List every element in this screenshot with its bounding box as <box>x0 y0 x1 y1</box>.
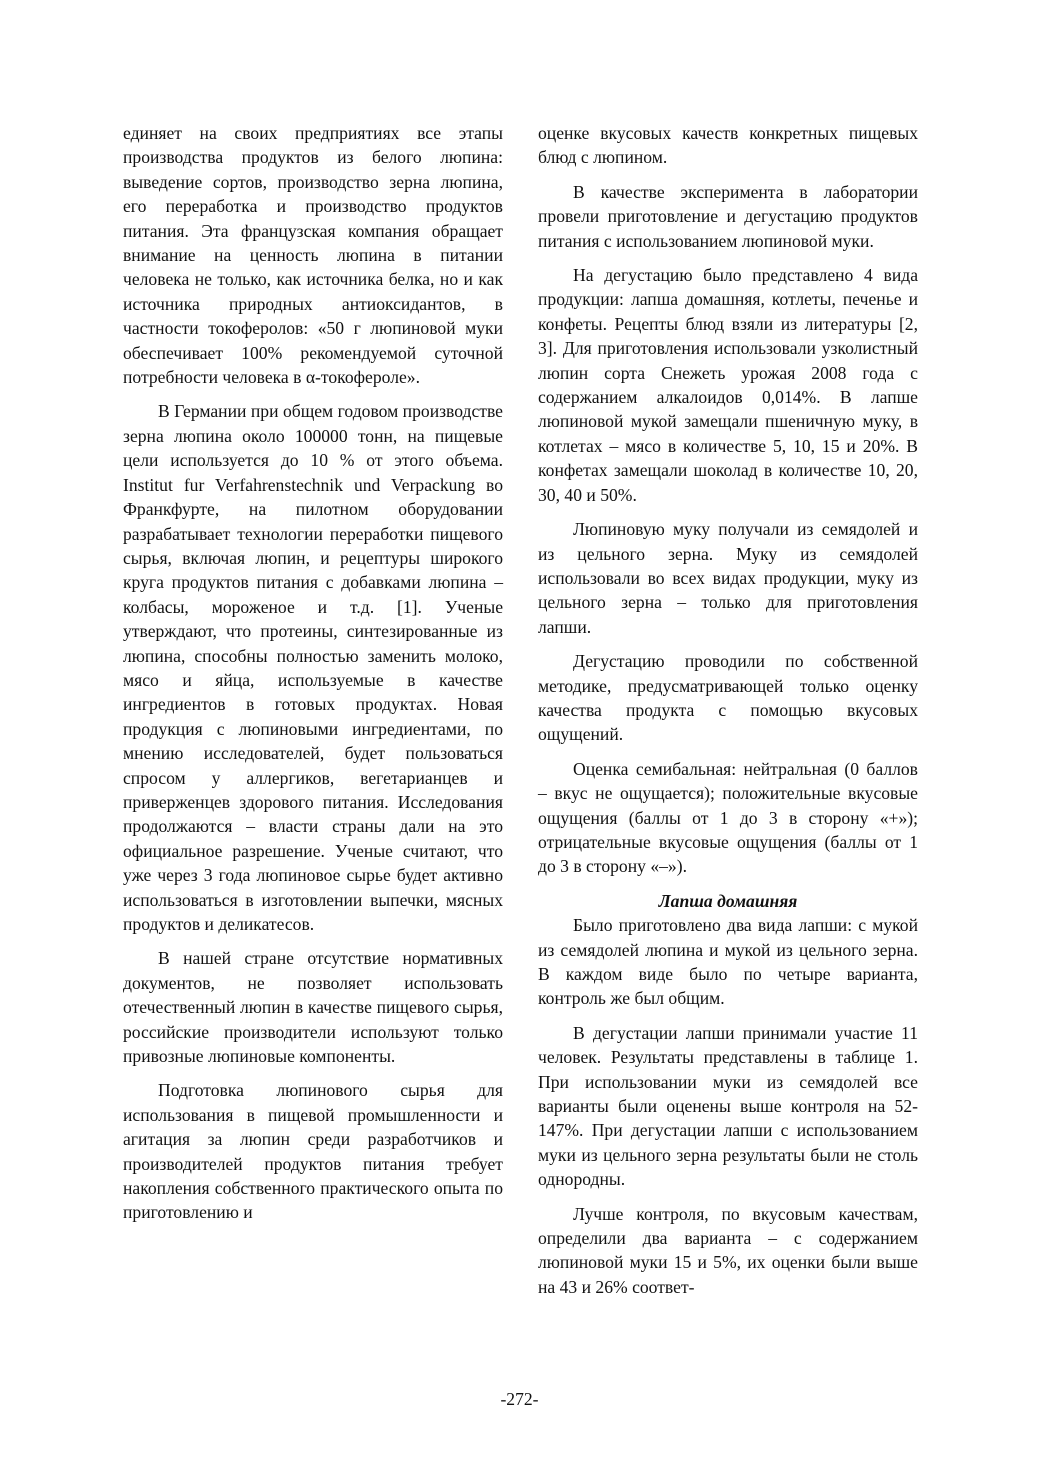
body-paragraph: В нашей стране отсутствие нормативных документов, не позволяет использовать отечественный люпин в качестве пищевого сырья, российские производители используют только привозные люпиновые компоненты. <box>123 948 503 1067</box>
body-paragraph: Было приготовлено два вида лапши: с мукой из семядолей люпина и мукой из цельного зерна. В каждом виде было по четыре варианта, контроль же был общим. <box>538 915 918 1009</box>
body-paragraph: Подготовка люпинового сырья для использования в пищевой промышленности и агитация за люпин среди разработчиков и производителей продуктов питания требует накопления собственного практического опыта по приготовлению и <box>123 1080 503 1223</box>
body-paragraph: единяет на своих предприятиях все этапы производства продуктов из белого люпина: выведение сортов, производство зерна люпина, его переработка и производство продуктов питания. Эта французская компания обращает внимание на ценность люпина в питании человека не только, как источника белка, но и как источника природных антиоксидантов, в частности токоферолов: «50 г люпиновой муки обеспечивает 100% рекомендуемой суточной потребности человека в α-токофероле». <box>123 123 503 388</box>
body-paragraph: Оценка семибальная: нейтральная (0 баллов – вкус не ощущается); положительные вкусовые ощущения (баллы от 1 до 3 в сторону «+»); отрицательные вкусовые ощущения (баллы от 1 до 3 в сторону «–»). <box>538 758 918 877</box>
body-paragraph: Дегустацию проводили по собственной методике, предусматривающей только оценку качества продукта с помощью вкусовых ощущений. <box>538 651 918 745</box>
left-column <box>123 121 503 1235</box>
body-paragraph: В Германии при общем годовом производстве зерна люпина около 100000 тонн, на пищевые цели используется до 10 % от этого объема. Institut fur Verfahrenstechnik und Verpackung во Франкфурте, на пилотном оборудовании разрабатывает технологии переработки пищевого сырья, включая люпин, и рецептуры широкого круга продуктов питания с добавками люпина – колбасы, мороженое и т.д. [1]. Ученые утверждают, что протеины, синтезированные из люпина, способны полностью заменить молоко, мясо и яйца, используемые в качестве ингредиентов в готовых продуктах. Новая продукция с люпиновыми ингредиентами, по мнению исследователей, будет пользоваться спросом у аллергиков, вегетарианцев и приверженцев здорового питания. Исследования продолжаются – власти страны дали на это официальное разрешение. Ученые считают, что уже через 3 года люпиновое сырье будет активно использоваться в изготовлении выпечки, мясных продуктов и деликатесов. <box>123 401 503 934</box>
body-paragraph: В дегустации лапши принимали участие 11 человек. Результаты представлены в таблице 1. При использовании муки из семядолей все варианты были оценены выше контроля на 52-147%. При дегустации лапши с использованием муки из цельного зерна результаты были не столь однородны. <box>538 1022 918 1190</box>
body-paragraph: В качестве эксперимента в лаборатории провели приготовление и дегустацию продуктов питания с использованием люпиновой муки. <box>538 181 918 251</box>
section-subheading: Лапша домашняя <box>658 890 798 911</box>
body-paragraph: оценке вкусовых качеств конкретных пищевых блюд с люпином. <box>538 123 918 168</box>
body-paragraph: На дегустацию было представлено 4 вида продукции: лапша домашняя, котлеты, печенье и конфеты. Рецепты блюд взяли из литературы [2, 3]. Для приготовления использовали узколистный люпин сорта Снежеть урожая 2008 года с содержанием алкалоидов 0,014%. В лапше люпиновой мукой замещали пшеничную муку, в котлетах – мясо в количестве 5, 10, 15 и 20%. В конфетах замещали шоколад в количестве 10, 20, 30, 40 и 50%. <box>538 265 918 505</box>
page-number: -272- <box>500 1389 539 1409</box>
right-column <box>538 121 918 1309</box>
body-paragraph: Лучше контроля, по вкусовым качествам, определили два варианта – с содержанием люпиновой муки 15 и 5%, их оценки были выше на 43 и 26% соответ- <box>538 1203 918 1297</box>
body-paragraph: Люпиновую муку получали из семядолей и из цельного зерна. Муку из семядолей использовали во всех видах продукции, муку из цельного зерна – только для приготовления лапши. <box>538 519 918 637</box>
